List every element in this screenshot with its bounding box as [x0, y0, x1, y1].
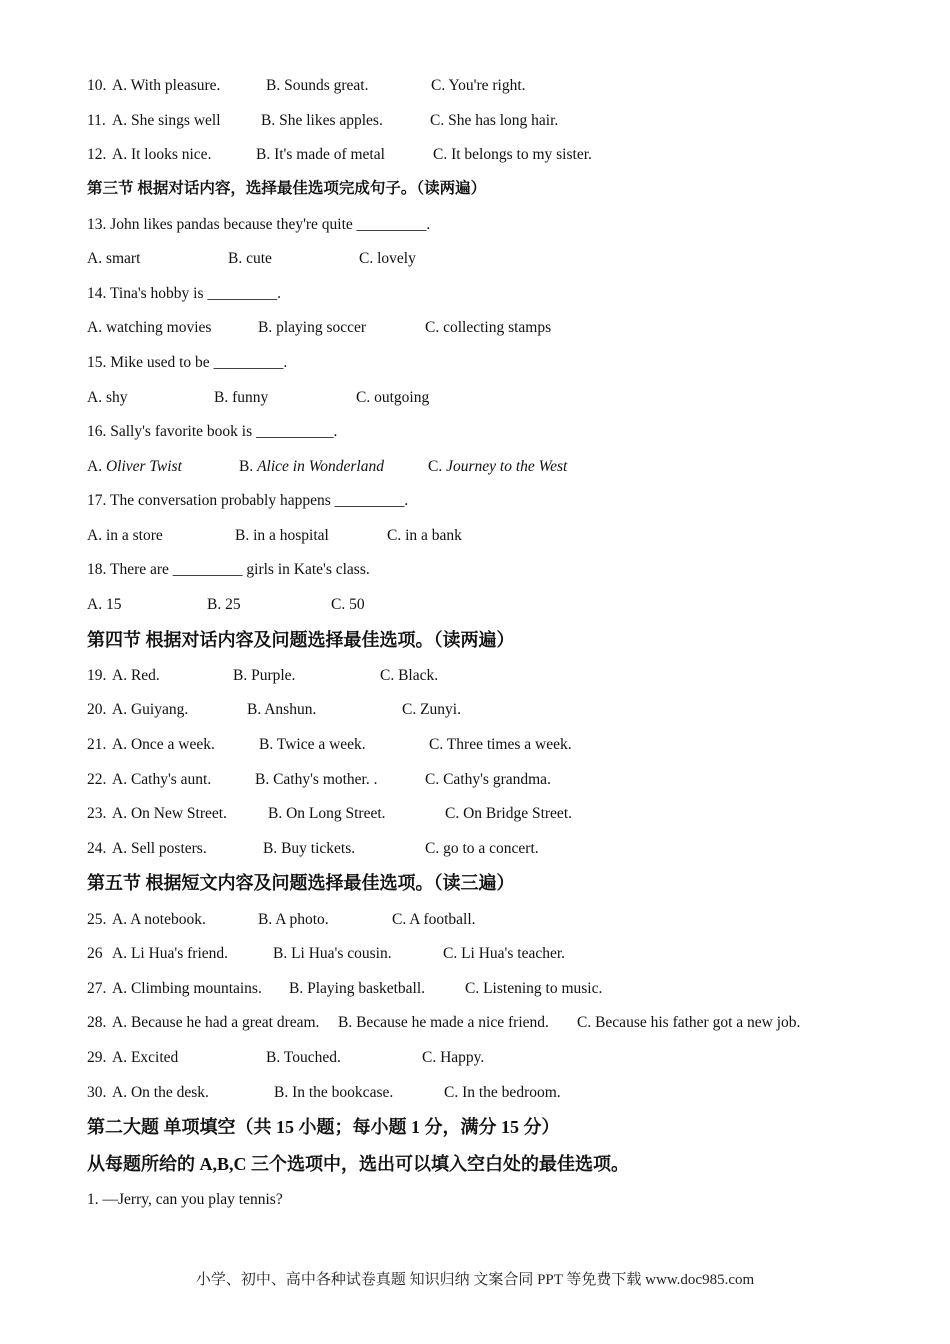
- item-number: 12.: [87, 146, 107, 163]
- option-b: B. Purple.: [233, 667, 296, 684]
- option-b: B. A photo.: [258, 911, 329, 928]
- option-b: B. cute: [228, 250, 272, 267]
- option-c: C. collecting stamps: [425, 319, 552, 336]
- option-b: B. In the bookcase.: [274, 1084, 394, 1101]
- option-c: C. She has long hair.: [430, 112, 559, 129]
- question-17-stem: 17. The conversation probably happens _________.: [87, 492, 409, 509]
- answer-row-22: [87, 770, 551, 790]
- option-b: B. It's made of metal: [256, 146, 385, 163]
- section-4-heading: 第四节 根据对话内容及问题选择最佳选项。（读两遍）: [87, 630, 515, 650]
- question-13-stem: 13. John likes pandas because they're quite _________.: [87, 216, 431, 233]
- option-c: C. outgoing: [356, 389, 430, 406]
- option-a: A. It looks nice.: [112, 146, 212, 163]
- option-a-book-title: Oliver Twist: [105, 458, 182, 475]
- option-b: B. Because he made a nice friend.: [338, 1014, 549, 1031]
- answer-row-28: [87, 1013, 801, 1033]
- option-a: A. A notebook.: [112, 911, 206, 928]
- answer-row-21: [87, 735, 572, 755]
- answer-row-10: [87, 76, 526, 96]
- option-a: A. watching movies: [87, 319, 212, 336]
- option-c: C. Three times a week.: [429, 736, 572, 753]
- answer-row-19: [87, 666, 439, 686]
- option-b: B. Touched.: [266, 1049, 341, 1066]
- answer-row-11: [87, 111, 559, 131]
- part-2-question-1: 1. —Jerry, can you play tennis?: [87, 1191, 283, 1208]
- option-a: A. shy: [87, 389, 128, 406]
- option-b: B. 25: [207, 596, 241, 613]
- option-b: B. Anshun.: [247, 701, 317, 718]
- option-a: A. Sell posters.: [112, 840, 207, 857]
- item-number: 19.: [87, 667, 107, 684]
- option-b: B. She likes apples.: [261, 112, 383, 129]
- option-a: A. With pleasure.: [112, 77, 221, 94]
- option-a: [87, 457, 182, 477]
- option-c: C. In the bedroom.: [444, 1084, 561, 1101]
- item-number: 24.: [87, 840, 107, 857]
- answer-row-26: [87, 944, 566, 964]
- section-5-heading: 第五节 根据短文内容及问题选择最佳选项。（读三遍）: [87, 873, 515, 893]
- option-a: A. in a store: [87, 527, 163, 544]
- option-b: B. funny: [214, 389, 269, 406]
- question-18-stem: 18. There are _________ girls in Kate's class.: [87, 561, 370, 578]
- option-a: A. On the desk.: [112, 1084, 209, 1101]
- option-a: A. 15: [87, 596, 122, 613]
- option-c: C. A football.: [392, 911, 476, 928]
- question-16-stem: 16. Sally's favorite book is __________.: [87, 423, 338, 440]
- answer-row-27: [87, 979, 603, 999]
- option-a-letter: A.: [87, 458, 106, 475]
- item-number: 22.: [87, 771, 107, 788]
- option-a: A. smart: [87, 250, 141, 267]
- question-15-stem: 15. Mike used to be _________.: [87, 354, 288, 371]
- option-c: C. Because his father got a new job.: [577, 1014, 801, 1031]
- item-number: 30.: [87, 1084, 107, 1101]
- option-b-letter: B.: [239, 458, 258, 475]
- option-b-book-title: Alice in Wonderland: [257, 458, 384, 475]
- option-a: A. Guiyang.: [112, 701, 189, 718]
- option-c: C. Zunyi.: [402, 701, 461, 718]
- option-b: B. playing soccer: [258, 319, 367, 336]
- question-14-stem: 14. Tina's hobby is _________.: [87, 285, 281, 302]
- answer-row-29: [87, 1048, 485, 1068]
- option-c-letter: C.: [428, 458, 447, 475]
- part-2-heading: 第二大题 单项填空（共 15 小题；每小题 1 分，满分 15 分）: [87, 1117, 560, 1137]
- item-number: 21.: [87, 736, 107, 753]
- option-a: A. Because he had a great dream.: [112, 1014, 320, 1031]
- option-a: A. On New Street.: [112, 805, 227, 822]
- item-number: 23.: [87, 805, 107, 822]
- item-number: 20.: [87, 701, 107, 718]
- item-number: 29.: [87, 1049, 107, 1066]
- section-3-heading: 第三节 根据对话内容，选择最佳选项完成句子。（读两遍）: [87, 180, 487, 197]
- page-footer: 小学、初中、高中各种试卷真题 知识归纳 文案合同 PPT 等免费下载 www.doc985.com: [195, 1272, 755, 1288]
- option-c: C. Listening to music.: [465, 980, 603, 997]
- answer-row-20: [87, 700, 461, 720]
- item-number: 28.: [87, 1014, 107, 1031]
- option-c-book-title: Journey to the West: [446, 458, 568, 475]
- option-a: A. Cathy's aunt.: [112, 771, 212, 788]
- answer-row-24: [87, 839, 539, 859]
- item-number: 25.: [87, 911, 107, 928]
- item-number: 27.: [87, 980, 107, 997]
- option-a: A. She sings well: [112, 112, 221, 129]
- answer-row-12: [87, 145, 592, 165]
- option-b: B. in a hospital: [235, 527, 329, 544]
- answer-row-23: [87, 804, 572, 824]
- option-b: B. Cathy's mother. .: [255, 771, 378, 788]
- item-number: 11.: [87, 112, 106, 129]
- option-b: B. Buy tickets.: [263, 840, 356, 857]
- option-c: C. You're right.: [431, 77, 526, 94]
- option-c: [428, 457, 567, 477]
- option-b: B. Twice a week.: [259, 736, 366, 753]
- part-2-instruction: 从每题所给的 A,B,C 三个选项中，选出可以填入空白处的最佳选项。: [87, 1154, 630, 1174]
- answer-row-30: [87, 1083, 561, 1103]
- option-c: C. Cathy's grandma.: [425, 771, 551, 788]
- option-b: B. Li Hua's cousin.: [273, 945, 392, 962]
- option-c: C. 50: [331, 596, 365, 613]
- option-a: A. Climbing mountains.: [112, 980, 262, 997]
- option-b: [239, 457, 384, 477]
- option-b: B. Sounds great.: [266, 77, 369, 94]
- option-c: C. Li Hua's teacher.: [443, 945, 566, 962]
- option-c: C. Black.: [380, 667, 439, 684]
- item-number: 26: [87, 945, 103, 962]
- option-c: C. lovely: [359, 250, 416, 267]
- option-c: C. It belongs to my sister.: [433, 146, 592, 163]
- option-c: C. On Bridge Street.: [445, 805, 572, 822]
- item-number: 10.: [87, 77, 107, 94]
- option-a: A. Red.: [112, 667, 160, 684]
- answer-row-25: [87, 910, 476, 930]
- option-c: C. in a bank: [387, 527, 462, 544]
- option-a: A. Once a week.: [112, 736, 215, 753]
- option-a: A. Li Hua's friend.: [112, 945, 229, 962]
- option-b: B. On Long Street.: [268, 805, 386, 822]
- option-b: B. Playing basketball.: [289, 980, 426, 997]
- option-c: C. Happy.: [422, 1049, 485, 1066]
- option-a: A. Excited: [112, 1049, 179, 1066]
- option-c: C. go to a concert.: [425, 840, 539, 857]
